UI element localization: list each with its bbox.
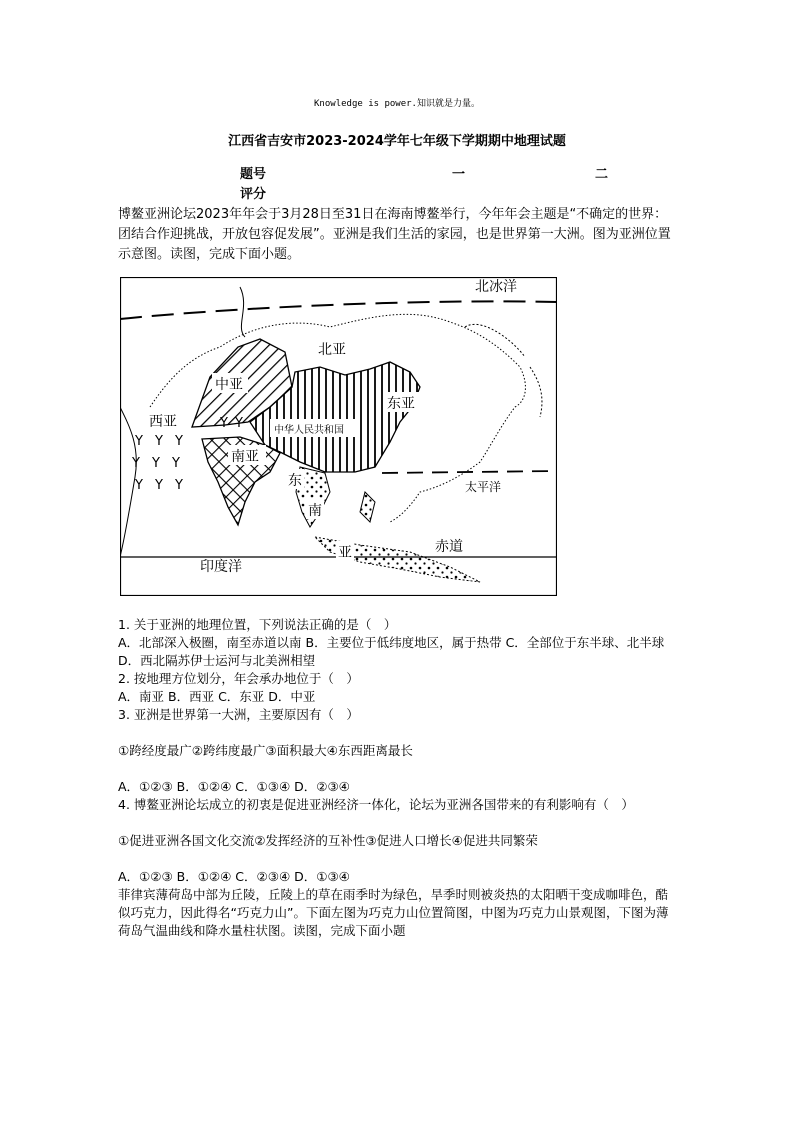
svg-text:Y: Y xyxy=(155,478,163,493)
question-4-options: A．①②③ B．①②④ C．②③④ D．①③④ xyxy=(118,869,350,884)
label-west-asia: 西亚 xyxy=(149,414,177,430)
question-3-items: ①跨经度最广②跨纬度最广③面积最大④东西距离最长 xyxy=(118,743,413,758)
score-table-row xyxy=(240,162,620,182)
score-row-label: 评分 xyxy=(240,186,267,202)
label-south-asia: 南亚 xyxy=(231,449,259,465)
label-china: 中华人民共和国 xyxy=(274,425,344,436)
question-1: 1. 关于亚洲的地理位置，下列说法正确的是（ ） xyxy=(118,617,397,632)
svg-text:Y: Y xyxy=(155,434,163,449)
score-col-1: 一 xyxy=(452,166,466,182)
question-3-options: A．①②③ B．①②④ C．①③④ D．②③④ xyxy=(118,779,350,794)
question-3: 3. 亚洲是世界第一大洲，主要原因有（ ） xyxy=(118,707,359,722)
label-east-asia: 东亚 xyxy=(387,396,415,412)
score-col-2: 二 xyxy=(594,166,608,182)
svg-text:Y: Y xyxy=(152,456,160,471)
svg-text:Y: Y xyxy=(135,434,143,449)
svg-text:Y: Y xyxy=(135,478,143,493)
page-title: 江西省吉安市2023-2024学年七年级下学期期中地理试题 xyxy=(228,134,566,149)
label-southeast-3: 亚 xyxy=(338,545,352,561)
svg-text:Y: Y xyxy=(132,456,140,471)
score-table xyxy=(240,162,620,202)
svg-text:Y: Y xyxy=(175,434,183,449)
label-southeast-2: 南 xyxy=(308,503,322,519)
score-table-row xyxy=(240,182,620,202)
svg-text:Y: Y xyxy=(172,456,180,471)
questions-block xyxy=(118,616,678,940)
label-pacific: 太平洋 xyxy=(465,480,502,494)
score-header-label: 题号 xyxy=(240,166,267,182)
label-equator: 赤道 xyxy=(435,539,463,555)
svg-text:Y: Y xyxy=(235,416,243,431)
label-indian-ocean: 印度洋 xyxy=(200,559,242,575)
header-note: Knowledge is power.知识就是力量。 xyxy=(314,99,480,109)
asia-map xyxy=(120,277,557,596)
question-1-options: A．北部深入极圈，南至赤道以南 B．主要位于低纬度地区，属于热带 C．全部位于东半球、北半球 D．西北隔苏伊士运河与北美洲相望 xyxy=(118,635,665,668)
label-north-asia: 北亚 xyxy=(318,342,346,358)
question-2-options: A．南亚 B．西亚 C．东亚 D．中亚 xyxy=(118,689,316,704)
question-4-items: ①促进亚洲各国文化交流②发挥经济的互补性③促进人口增长④促进共同繁荣 xyxy=(118,833,538,848)
svg-text:Y: Y xyxy=(175,478,183,493)
svg-text:Y: Y xyxy=(220,416,228,431)
question-4: 4. 博鳌亚洲论坛成立的初衷是促进亚洲经济一体化，论坛为亚洲各国带来的有利影响有（ ） xyxy=(118,797,634,812)
intro-paragraph: 博鳌亚洲论坛2023年年会于3月28日至31日在海南博鳌举行，今年年会主题是“不确定的世界：团结合作迎挑战，开放包容促发展”。亚洲是我们生活的家园，也是世界第一大洲。图为亚洲位置示意图。读图，完成下面小题。 xyxy=(118,207,671,262)
label-southeast-1: 东 xyxy=(288,473,302,489)
intro-paragraph-2: 菲律宾薄荷岛中部为丘陵，丘陵上的草在雨季时为绿色，旱季时则被炎热的太阳晒干变成咖啡色，酷似巧克力，因此得名“巧克力山”。下面左图为巧克力山位置简图，中图为巧克力山景观图，下图为薄荷岛气温曲线和降水量柱状图。读图，完成下面小题 xyxy=(118,887,669,938)
label-central-asia: 中亚 xyxy=(215,377,243,393)
question-2: 2. 按地理方位划分，年会承办地位于（ ） xyxy=(118,671,359,686)
label-arctic-ocean: 北冰洋 xyxy=(475,279,517,295)
